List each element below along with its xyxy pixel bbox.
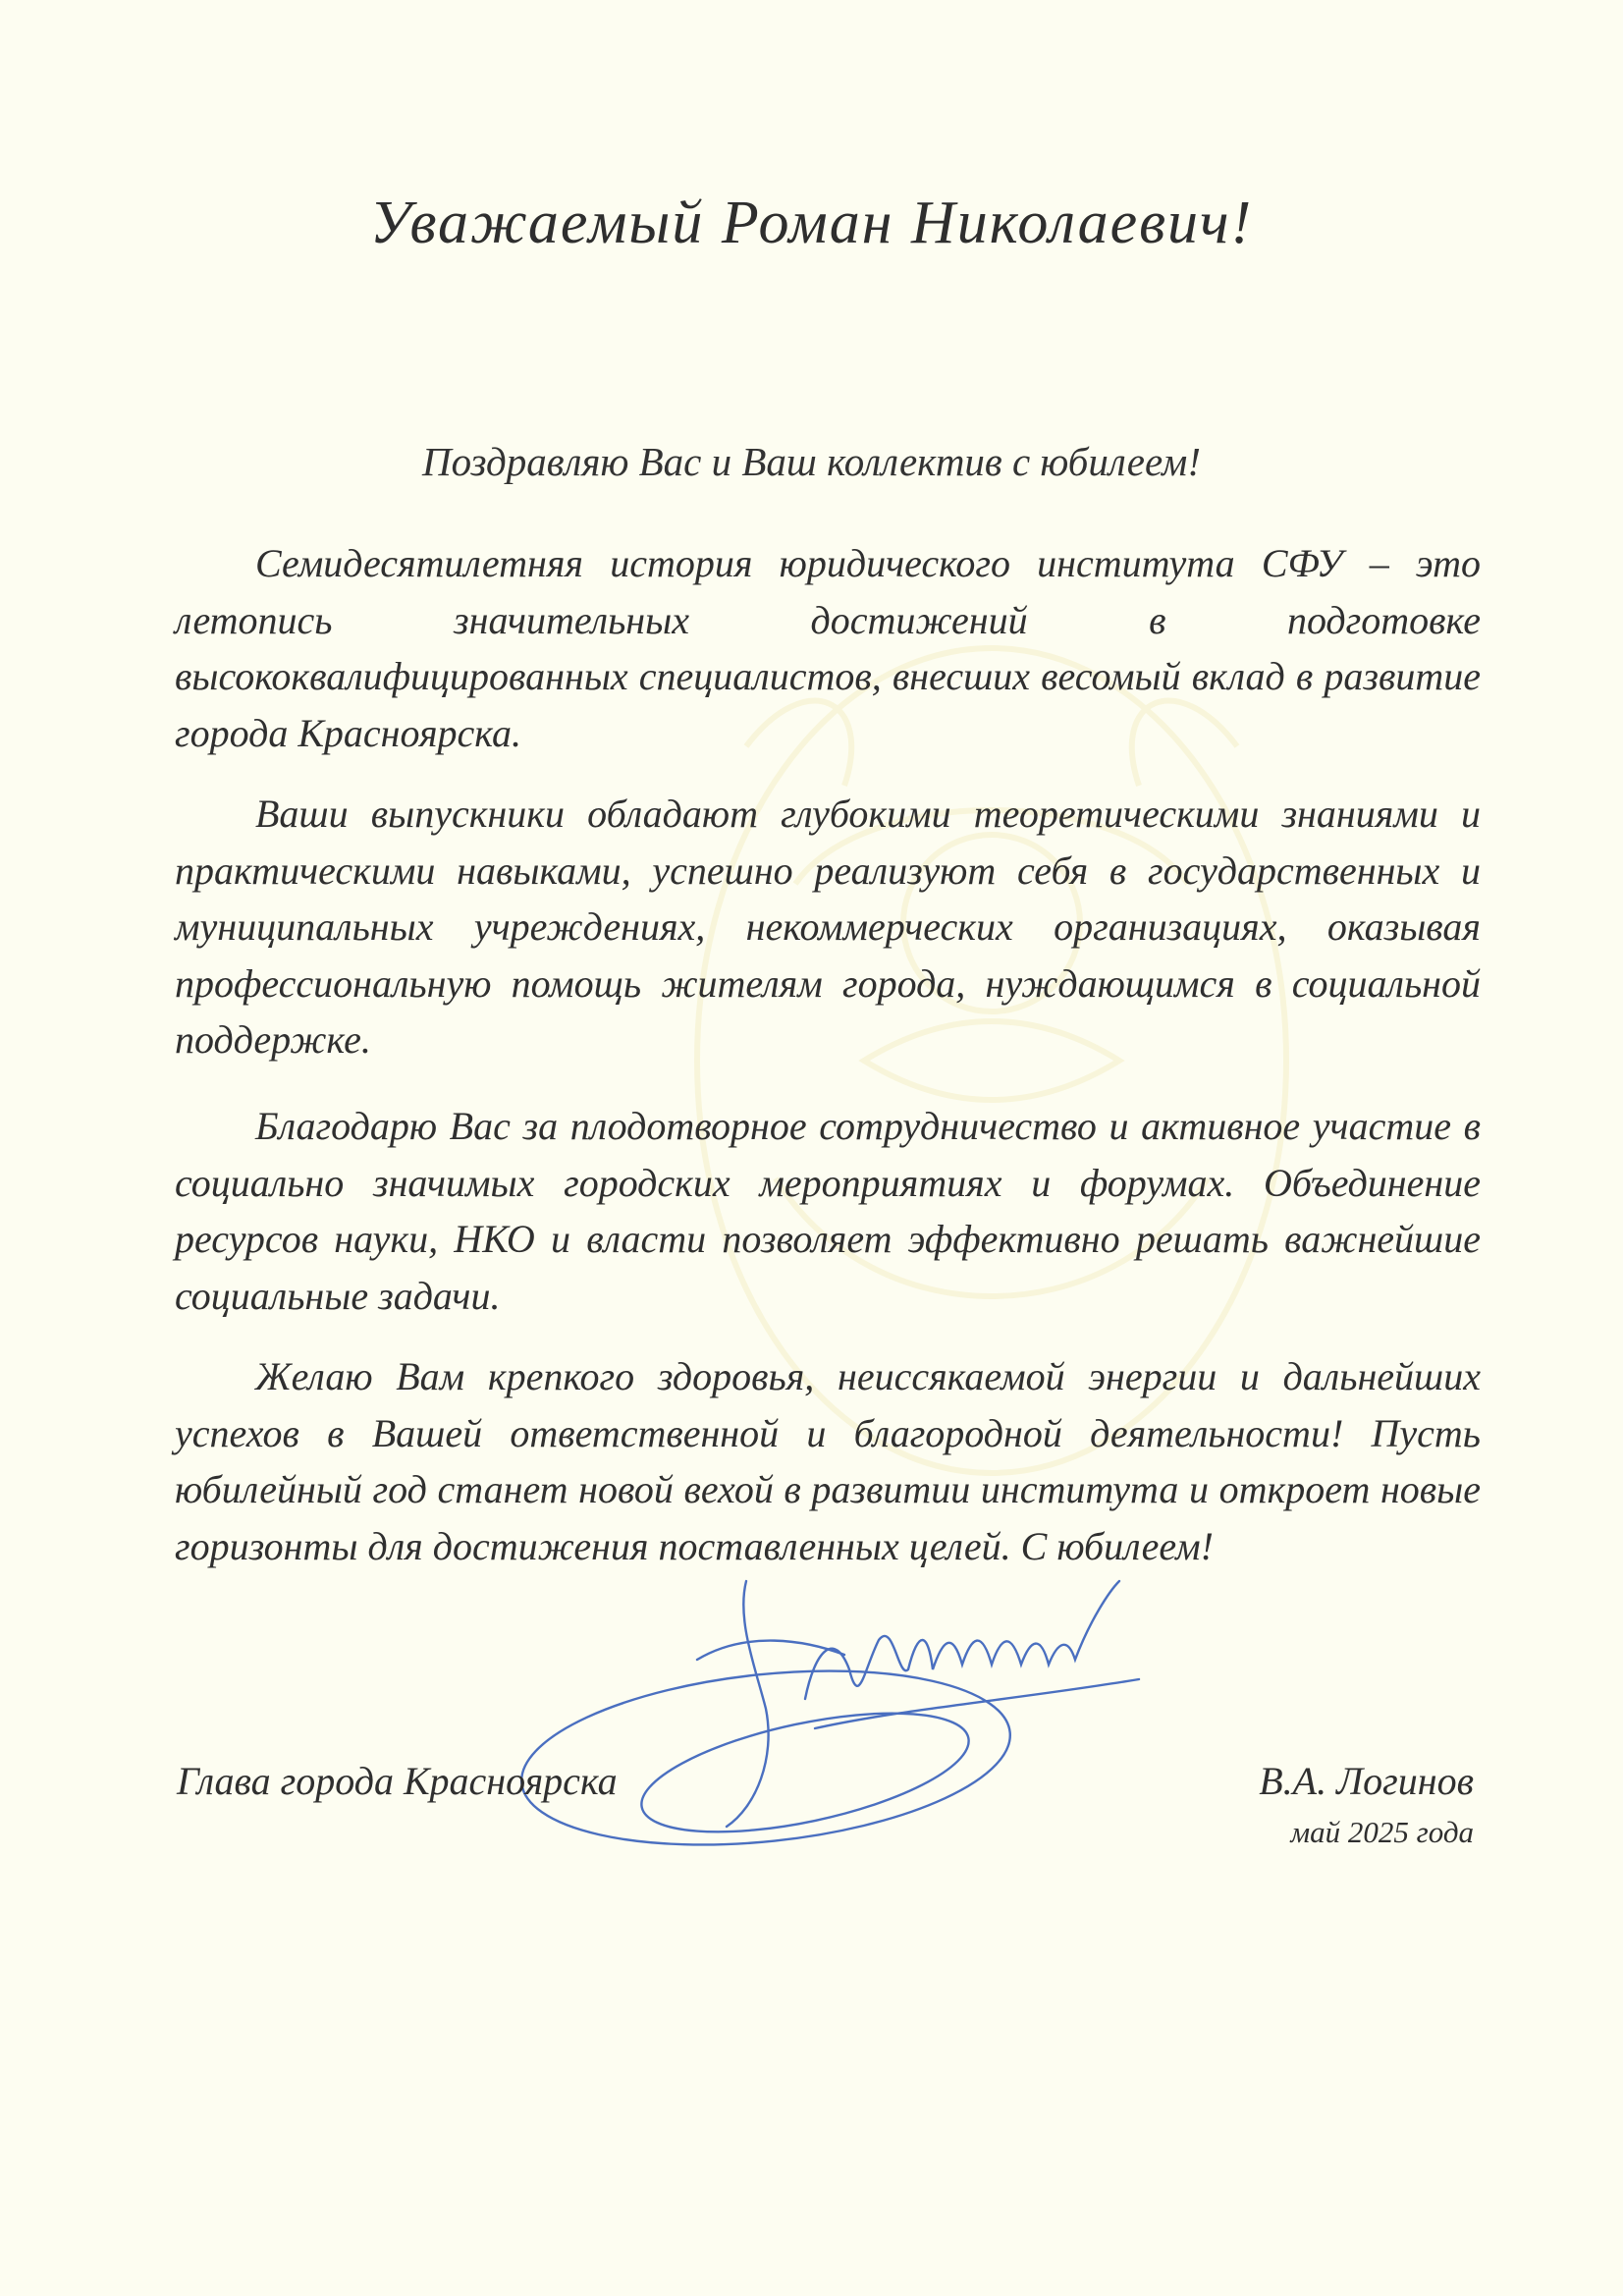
- congratulation-subtitle: Поздравляю Вас и Ваш коллектив с юбилеем!: [421, 439, 1202, 484]
- signer-name: В.А. Логинов: [1259, 1759, 1474, 1803]
- letter-paragraph-2: Ваши выпускники обладают глубокими теоретическими знаниями и практическими навыками, успешно реализуют себя в государственных и муниципальных учреждениях, некоммерческих организациях, оказывая профессиональную помощь жителям города, нуждающимся в социальной поддержке.: [175, 792, 1481, 1062]
- signer-title: Глава города Красноярска: [177, 1759, 618, 1803]
- letter-paragraph-4: Желаю Вам крепкого здоровья, неиссякаемой энергии и дальнейших успехов в Вашей ответственной и благородной деятельности! Пусть юбилейный год станет новой вехой в развитии института и откроет новые горизонты для достижения поставленных целей. С юбилеем!: [175, 1354, 1481, 1568]
- letter-paragraph-1: Семидесятилетняя история юридического института СФУ – это летопись значительных достижений в подготовке высококвалифицированных специалистов, внесших весомый вклад в развитие города Красноярска.: [175, 541, 1481, 755]
- letter-paragraph-3: Благодарю Вас за плодотворное сотрудничество и активное участие в социально значимых городских мероприятиях и форумах. Объединение ресурсов науки, НКО и власти позволяет эффективно решать важнейшие социальные задачи.: [175, 1104, 1481, 1318]
- letter-date: май 2025 года: [1290, 1815, 1474, 1849]
- greeting-heading: Уважаемый Роман Николаевич!: [369, 190, 1254, 256]
- handwritten-signature-icon: [511, 1561, 1257, 1856]
